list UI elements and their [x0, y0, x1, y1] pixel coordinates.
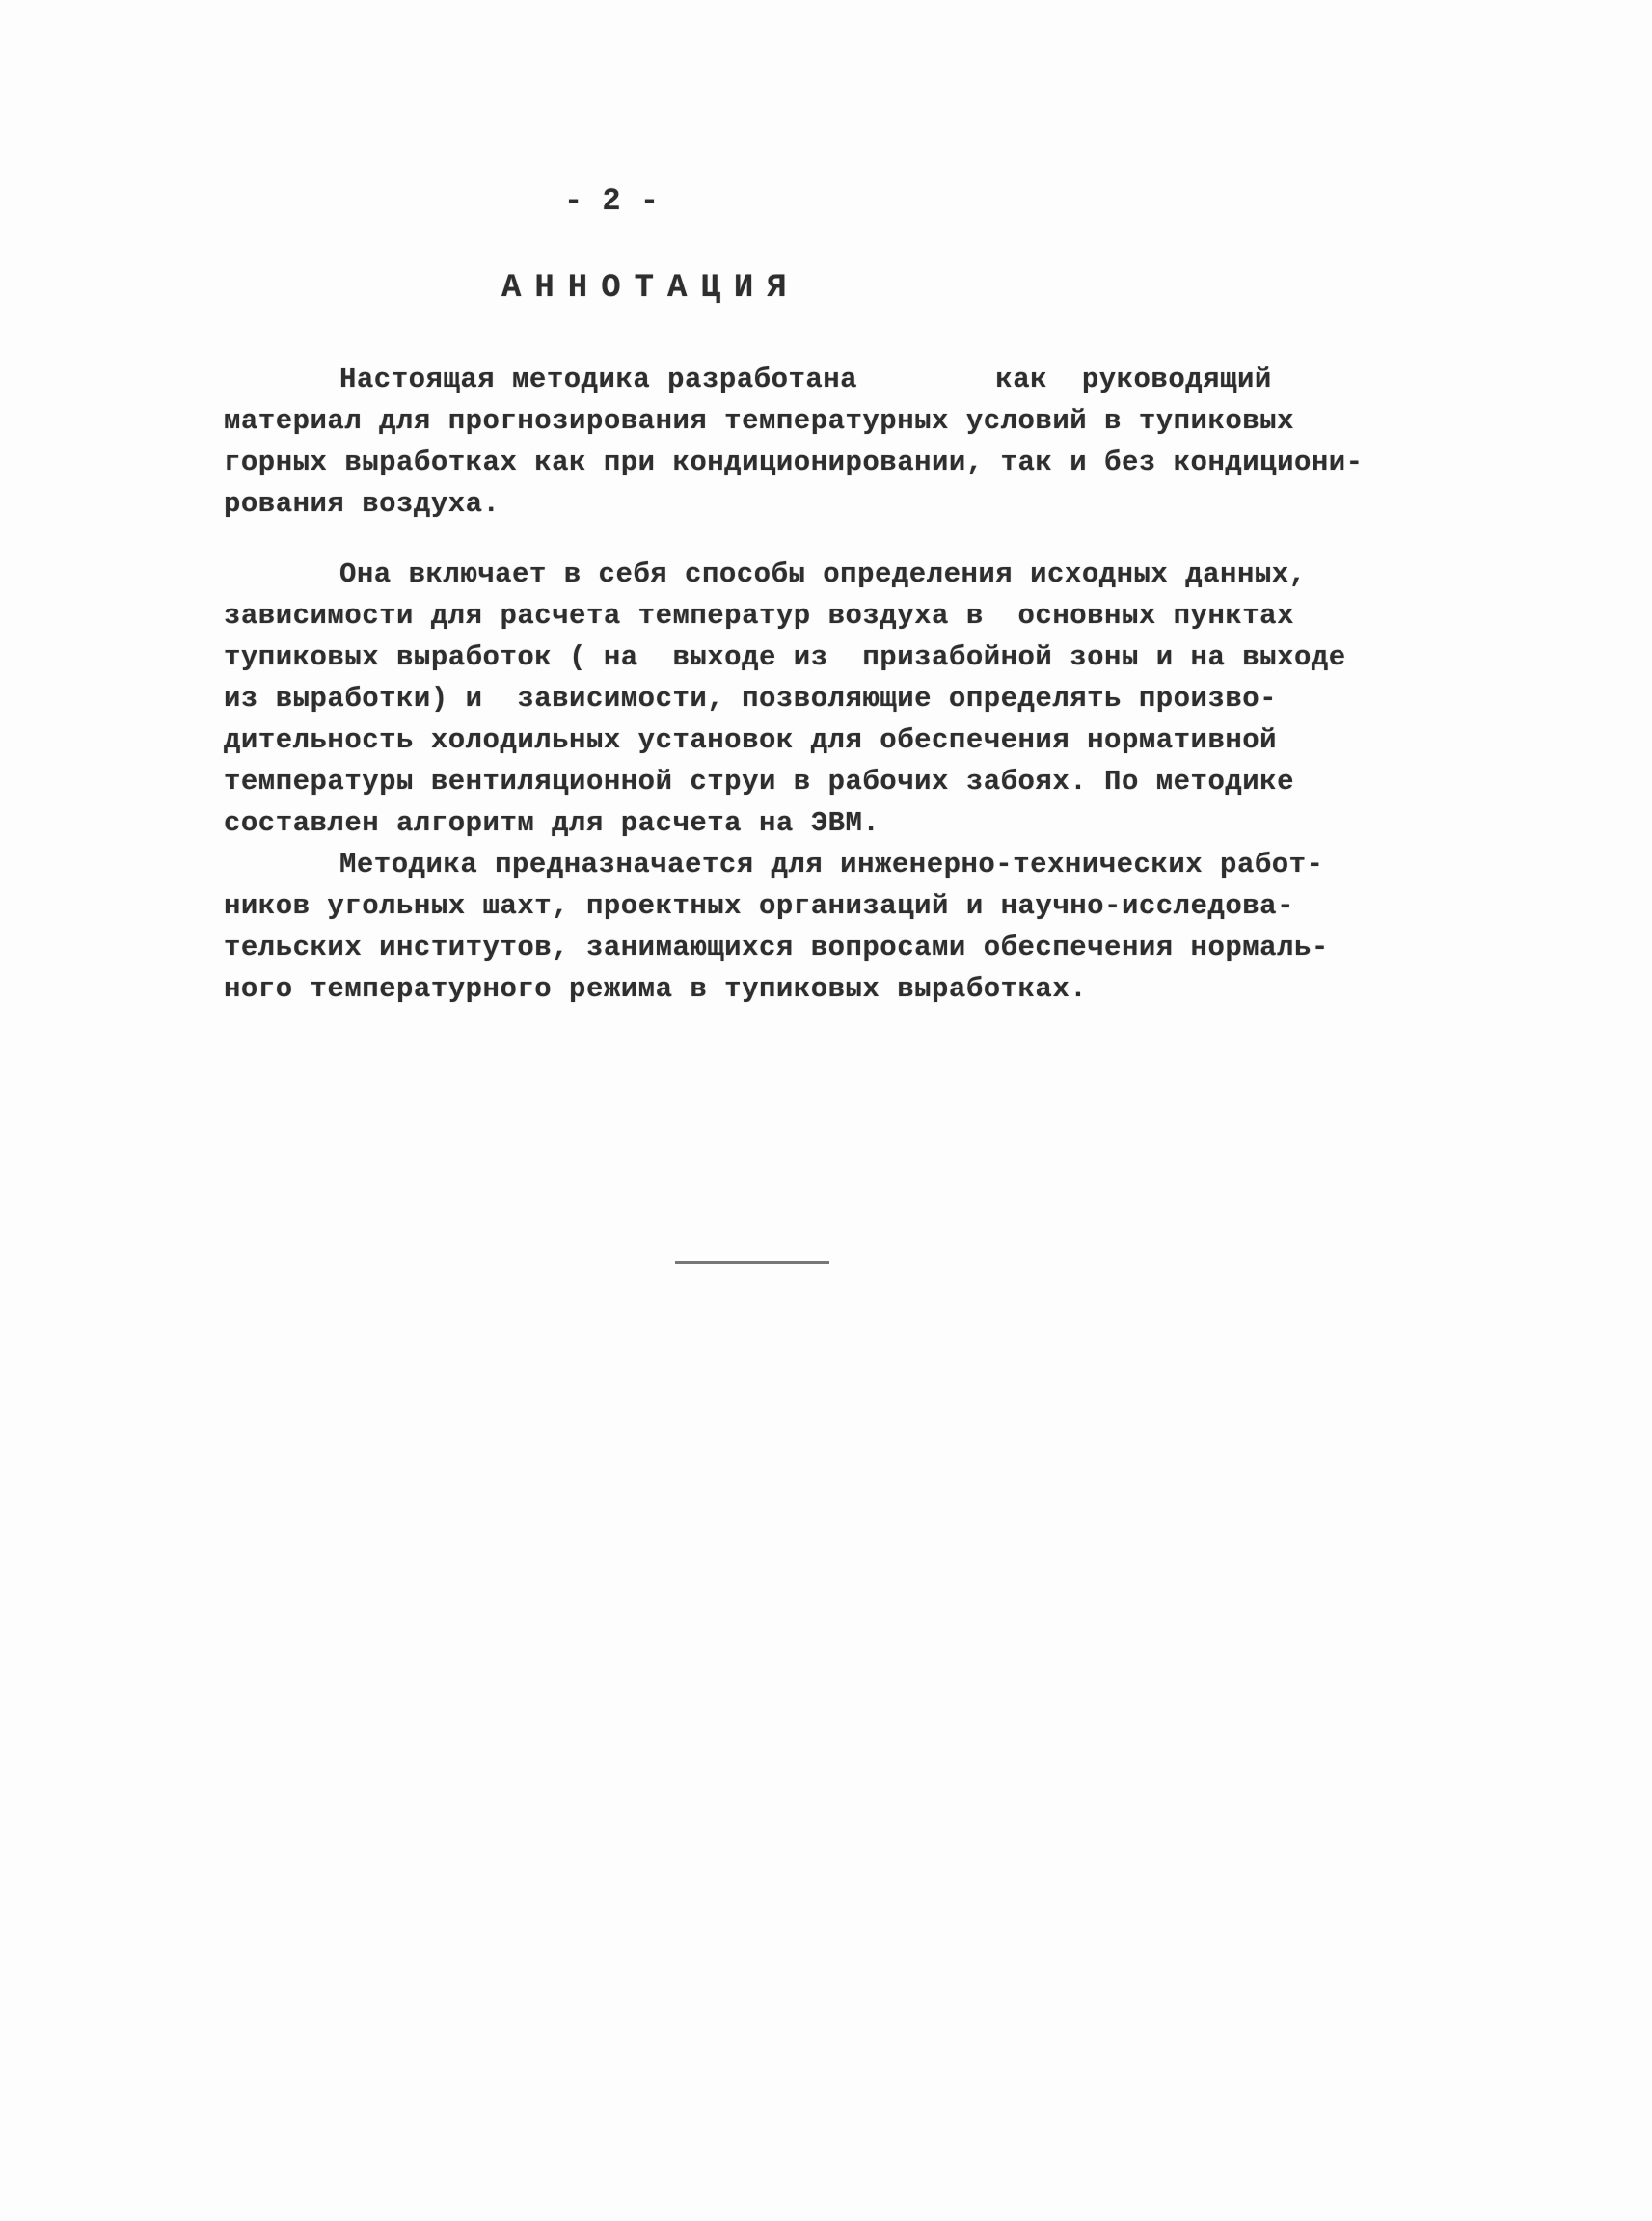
- text-line: рования воздуха.: [224, 488, 501, 520]
- text-line: ного температурного режима в тупиковых выработках.: [224, 973, 1088, 1005]
- text-line: тельских институтов, занимающихся вопросами обеспечения нормаль-: [224, 932, 1329, 963]
- text-line: Настоящая методика разработана как руководящий: [339, 364, 1272, 395]
- text-line: ников угольных шахт, проектных организаций и научно-исследова-: [224, 890, 1294, 922]
- text-line: из выработки) и зависимости, позволяющие определять произво-: [224, 683, 1278, 715]
- paragraph-2: [224, 554, 1487, 844]
- abstract-body: [224, 359, 1487, 1010]
- text-line: тупиковых выработок ( на выходе из призабойной зоны и на выходе: [224, 641, 1346, 673]
- page-number: - 2 -: [564, 183, 660, 219]
- page-title: АННОТАЦИЯ: [501, 270, 800, 307]
- text-line: зависимости для расчета температур воздуха в основных пунктах: [224, 600, 1294, 632]
- text-line: Она включает в себя способы определения исходных данных,: [339, 558, 1307, 590]
- text-line: горных выработках как при кондиционировании, так и без кондициони-: [224, 447, 1364, 478]
- paragraph-3: [224, 844, 1487, 1010]
- text-line: составлен алгоритм для расчета на ЭВМ.: [224, 807, 880, 839]
- text-line: материал для прогнозирования температурных условий в тупиковых: [224, 405, 1294, 437]
- text-line: Методика предназначается для инженерно-технических работ-: [339, 849, 1324, 880]
- end-divider: [675, 1261, 829, 1264]
- text-line: температуры вентиляционной струи в рабочих забоях. По методике: [224, 766, 1294, 798]
- paragraph-1: [224, 359, 1487, 525]
- text-line: дительность холодильных установок для обеспечения нормативной: [224, 724, 1278, 756]
